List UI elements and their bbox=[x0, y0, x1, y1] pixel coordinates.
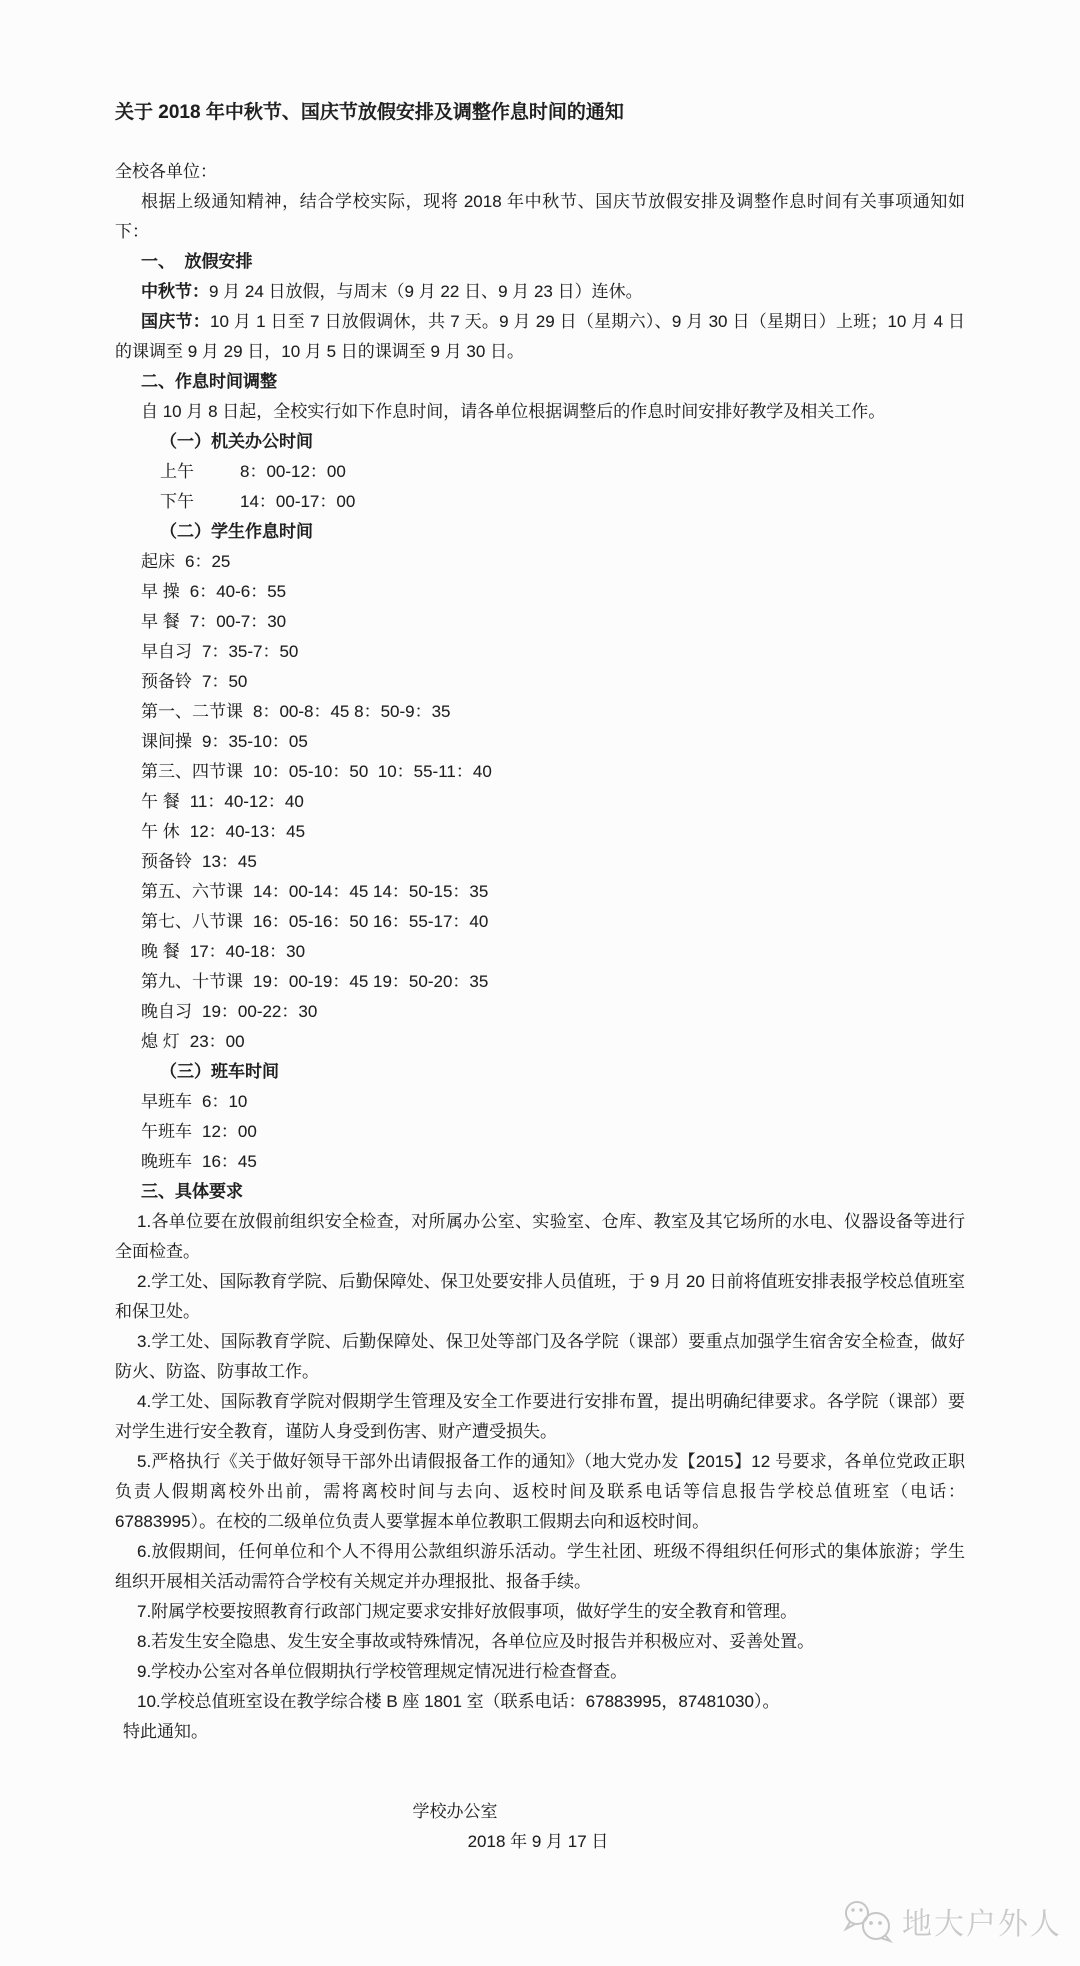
schedule-time: 10：05-10：50 10：55-11：40 bbox=[253, 762, 492, 781]
schedule-row bbox=[141, 577, 965, 607]
schedule-row bbox=[141, 697, 965, 727]
schedule-time: 19：00-19：45 19：50-20：35 bbox=[253, 972, 489, 991]
schedule-label: 早 餐 bbox=[141, 612, 180, 631]
schedule-row bbox=[141, 547, 965, 577]
requirement-item: 2.学工处、国际教育学院、后勤保障处、保卫处要安排人员值班，于 9 月 20 日前将值班安排表报学校总值班室和保卫处。 bbox=[115, 1272, 965, 1321]
schedule-time: 8：00-8：45 8：50-9：35 bbox=[253, 702, 451, 721]
schedule-time: 6：40-6：55 bbox=[189, 582, 287, 601]
schedule-label: 早班车 bbox=[141, 1092, 192, 1111]
schedule-label: 午班车 bbox=[141, 1122, 192, 1141]
schedule-time: 14：00-14：45 14：50-15：35 bbox=[253, 882, 489, 901]
schedule-group-heading: （二）学生作息时间 bbox=[160, 522, 313, 541]
schedule-row bbox=[141, 727, 965, 757]
schedule-row bbox=[141, 607, 965, 637]
holiday-item-text: 10 月 1 日至 7 日放假调休，共 7 天。9 月 29 日（星期六）、9 月 30 日（星期日）上班；10 月 4 日的课调至 9 月 29 日，10 月 5 日的课调至 9 月 30 日。 bbox=[115, 312, 966, 361]
schedule-label: 起床 bbox=[141, 552, 175, 571]
schedule-time: 9：35-10：05 bbox=[202, 732, 308, 751]
schedule-time: 6：10 bbox=[202, 1092, 248, 1111]
schedule-label: 预备铃 bbox=[141, 852, 192, 871]
schedule-time: 16：45 bbox=[202, 1152, 257, 1171]
schedule-row bbox=[141, 997, 965, 1027]
schedule-row bbox=[141, 757, 965, 787]
schedule-row bbox=[141, 637, 965, 667]
requirement-item: 4.学工处、国际教育学院对假期学生管理及安全工作要进行安排布置，提出明确纪律要求。各学院（课部）要对学生进行安全教育，谨防人身受到伤害、财产遭受损失。 bbox=[115, 1392, 965, 1441]
schedule-row bbox=[160, 457, 965, 487]
schedule-row bbox=[141, 847, 965, 877]
schedule-time: 7：50 bbox=[202, 672, 248, 691]
holiday-item-lead: 国庆节： bbox=[141, 312, 211, 331]
schedule-label: 课间操 bbox=[141, 732, 192, 751]
document-body bbox=[115, 247, 965, 1747]
signature-block bbox=[115, 1797, 965, 1857]
schedule-group-heading: （一）机关办公时间 bbox=[160, 432, 313, 451]
signature-date: 2018 年 9 月 17 日 bbox=[467, 1832, 609, 1851]
holiday-item bbox=[115, 277, 965, 307]
schedule-time: 8：00-12：00 bbox=[240, 462, 346, 481]
wechat-logo-icon bbox=[841, 1898, 895, 1944]
schedule-time: 23：00 bbox=[189, 1032, 245, 1051]
requirement-item: 7.附属学校要按照教育行政部门规定要求安排好放假事项，做好学生的安全教育和管理。 bbox=[137, 1602, 798, 1621]
holiday-item-lead: 中秋节： bbox=[141, 282, 209, 301]
requirement-item: 10.学校总值班室设在教学综合楼 B 座 1801 室（联系电话：67883995，87481030）。 bbox=[137, 1692, 780, 1711]
holiday-item-text: 9 月 24 日放假，与周末（9 月 22 日、9 月 23 日）连休。 bbox=[209, 282, 643, 301]
requirement-item: 1.各单位要在放假前组织安全检查，对所属办公室、实验室、仓库、教室及其它场所的水电、仪器设备等进行全面检查。 bbox=[115, 1212, 965, 1261]
schedule-label: 第九、十节课 bbox=[141, 972, 243, 991]
schedule-time: 12：00 bbox=[202, 1122, 257, 1141]
requirement-item: 6.放假期间，任何单位和个人不得用公款组织游乐活动。学生社团、班级不得组织任何形式的集体旅游；学生组织开展相关活动需符合学校有关规定并办理报批、报备手续。 bbox=[115, 1542, 965, 1591]
schedule-time: 12：40-13：45 bbox=[189, 822, 306, 841]
schedule-label: 晚自习 bbox=[141, 1002, 192, 1021]
schedule-time: 11：40-12：40 bbox=[189, 792, 304, 811]
schedule-row bbox=[141, 1147, 965, 1177]
schedule-label: 上午 bbox=[160, 462, 194, 481]
schedule-row bbox=[141, 787, 965, 817]
schedule-time: 17：40-18：30 bbox=[189, 942, 306, 961]
requirement-item: 5.严格执行《关于做好领导干部外出请假报备工作的通知》（地大党办发【2015】12 号要求，各单位党政正职负责人假期离校外出前，需将离校时间与去向、返校时间及联系电话等信息报告学校总值班室（电话：67883995）。在校的二级单位负责人要掌握本单位教职工假期去向和返校时间。 bbox=[115, 1452, 965, 1531]
schedule-label: 午 餐 bbox=[141, 792, 180, 811]
section-heading-holiday: 一、 放假安排 bbox=[141, 252, 253, 271]
signature-org: 学校办公室 bbox=[412, 1802, 498, 1821]
schedule-time: 14：00-17：00 bbox=[240, 492, 356, 511]
notice-title: 关于 2018 年中秋节、国庆节放假安排及调整作息时间的通知 bbox=[115, 102, 624, 123]
schedule-time: 7：35-7：50 bbox=[202, 642, 299, 661]
requirement-item: 9.学校办公室对各单位假期执行学校管理规定情况进行检查督查。 bbox=[137, 1662, 628, 1681]
requirement-item: 3.学工处、国际教育学院、后勤保障处、保卫处等部门及各学院（课部）要重点加强学生宿舍安全检查，做好防火、防盗、防事故工作。 bbox=[115, 1332, 965, 1381]
schedule-time: 16：05-16：50 16：55-17：40 bbox=[253, 912, 489, 931]
schedule-row bbox=[141, 877, 965, 907]
schedule-label: 早 操 bbox=[141, 582, 180, 601]
schedule-label: 熄 灯 bbox=[141, 1032, 180, 1051]
section-heading-requirements: 三、具体要求 bbox=[141, 1182, 243, 1201]
schedule-label: 午 休 bbox=[141, 822, 180, 841]
worktime-intro: 自 10 月 8 日起，全校实行如下作息时间，请各单位根据调整后的作息时间安排好教学及相关工作。 bbox=[141, 402, 886, 421]
closing-line: 特此通知。 bbox=[123, 1722, 208, 1741]
schedule-row bbox=[141, 817, 965, 847]
schedule-group-heading: （三）班车时间 bbox=[160, 1062, 279, 1081]
schedule-label: 下午 bbox=[160, 492, 194, 511]
schedule-row bbox=[160, 487, 965, 517]
schedule-row bbox=[141, 1117, 965, 1147]
intro-paragraph: 根据上级通知精神，结合学校实际，现将 2018 年中秋节、国庆节放假安排及调整作息时间有关事项通知如下： bbox=[115, 192, 965, 241]
schedule-label: 预备铃 bbox=[141, 672, 192, 691]
schedule-label: 早自习 bbox=[141, 642, 192, 661]
salutation: 全校各单位： bbox=[115, 162, 217, 181]
schedule-time: 7：00-7：30 bbox=[189, 612, 287, 631]
schedule-row bbox=[141, 1087, 965, 1117]
requirement-item: 8.若发生安全隐患、发生安全事故或特殊情况，各单位应及时报告并积极应对、妥善处置。 bbox=[137, 1632, 815, 1651]
schedule-label: 晚班车 bbox=[141, 1152, 192, 1171]
schedule-label: 晚 餐 bbox=[141, 942, 180, 961]
watermark bbox=[841, 1898, 1062, 1944]
schedule-time: 19：00-22：30 bbox=[202, 1002, 318, 1021]
schedule-label: 第三、四节课 bbox=[141, 762, 243, 781]
schedule-row bbox=[141, 1027, 965, 1057]
schedule-label: 第七、八节课 bbox=[141, 912, 243, 931]
schedule-row bbox=[141, 907, 965, 937]
schedule-row bbox=[141, 667, 965, 697]
schedule-time: 13：45 bbox=[202, 852, 257, 871]
schedule-label: 第一、二节课 bbox=[141, 702, 243, 721]
holiday-item bbox=[115, 307, 965, 367]
section-heading-worktime: 二、作息时间调整 bbox=[141, 372, 277, 391]
schedule-time: 6：25 bbox=[185, 552, 231, 571]
schedule-row bbox=[141, 967, 965, 997]
schedule-label: 第五、六节课 bbox=[141, 882, 243, 901]
schedule-row bbox=[141, 937, 965, 967]
watermark-text: 地大户外人 bbox=[902, 1908, 1062, 1941]
